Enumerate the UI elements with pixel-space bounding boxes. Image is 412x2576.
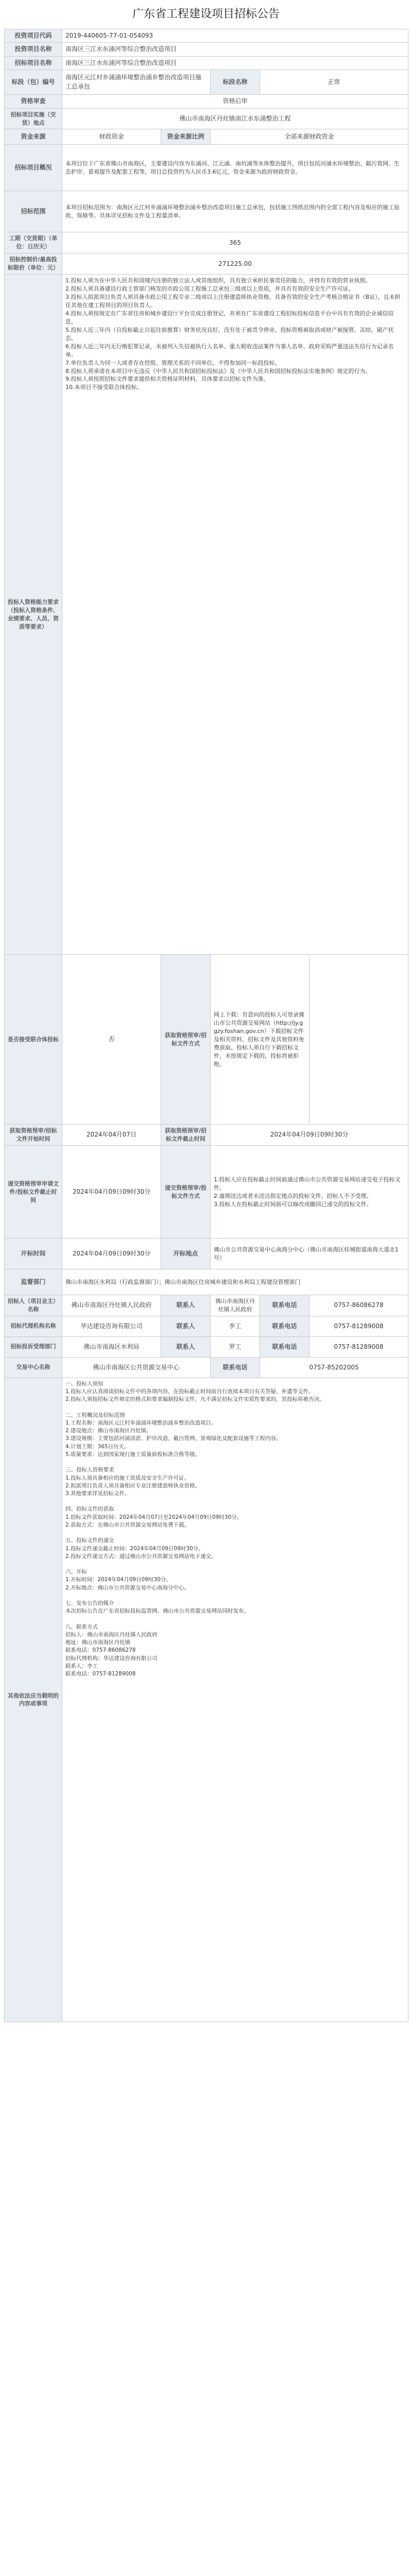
fund-ratio-label: 资金来源比例: [161, 129, 211, 145]
project-name-label: 投资项目名称: [5, 43, 62, 56]
fund-source-label: 资金来源: [5, 129, 62, 145]
bidder-qual-value: 1.投标人须为在中华人民共和国境内注册的独立法人或其他组织，具有独立承担民事责任的能力，并持有有效的营业执照。 2.投标人须具备建设行政主管部门核发的市政公用工程施工总承包三级或以上资质，并具有有效的安全生产许可证。 3.投标人拟派项目负责人须具备市政公用工程专业二级或以上注册建造师执业资格，具备有效的安全生产考核合格证书（B证），且未担任其他在建工程项目的项目负责人。 4.投标人须按规定在广东省住房和城乡建设厅平台完成注册登记，并须在广东省建设工程招标投标信息平台中具有有效的企业诚信信息。 5.投标人近三年内（自投标截止日起往前推算）财务状况良好，没有处于被责令停业、投标资格被取消或财产被接管、冻结、破产状态。 6.投标人近三年内无行贿犯罪记录，未被列入失信被执行人名单、重大税收违法案件当事人名单、政府采购严重违法失信行为记录名单。 7.单位负责人为同一人或者存在控股、管理关系的不同单位，不得参加同一标段投标。 8.投标人须承诺在本项目中无违反《中华人民共和国招标投标法》及《中华人民共和国招标投标法实施条例》规定的行为。 9.投标人须按照招标文件要求提供相关资格证明材料，具体要求以招标文件为准。 10.本项目不接受联合体投标。: [62, 275, 408, 955]
submit-method-value: 1.投标人应在投标截止时间前通过佛山市公共资源交易网站递交电子投标文件。 2.逾期送达或者未送达指定地点的投标文件，招标人不予受理。 3.投标人在投标截止时间前可以修改或撤回已递交的投标文件。: [211, 1146, 408, 1239]
open-time-label: 开标时间: [5, 1239, 62, 1269]
row-overview: [5, 145, 408, 191]
submit-method-label: 递交资格预审/投标文件方式: [161, 1146, 211, 1239]
row-location: [5, 108, 408, 129]
tender-label: 标段（包）编号: [5, 70, 62, 95]
row-max-price: [5, 253, 408, 275]
agent-label: 招标代理机构名称: [5, 1316, 62, 1336]
complaint-phone-value: 0757-81289008: [310, 1336, 408, 1357]
agent-contact-value: 李工: [211, 1316, 260, 1336]
overview-value: 本项目位于广东省佛山市南海区，主要建设内容为东涌河、江元涌、南坑涌等水体整治提升，项目包括河涌水环境整治、截污管网、生态护岸、景观提升及配套工程等，项目总投资约为人民币3.6亿元，资金来源为政府财政资金。: [62, 145, 408, 191]
center-phone-label: 联系电话: [211, 1357, 260, 1378]
bidder-qual-label: 投标人资格能力要求（投标人资格条件、业绩要求、人员、资质等要求）: [5, 275, 62, 955]
tenderee-contact-value: 佛山市南海区丹灶镇人民政府: [211, 1295, 260, 1316]
max-price-label: 招标控制价/最高投标限价（单位：元）: [5, 253, 62, 275]
complaint-label: 招标投诉受理部门: [5, 1336, 62, 1357]
center-phone-value: 0757-85202005: [260, 1357, 408, 1378]
row-consortium: [5, 955, 408, 1125]
row-center: [5, 1357, 408, 1378]
row-tenderee: [5, 1295, 408, 1316]
qualification-label: 资格审查: [5, 95, 62, 108]
fund-ratio-value: 全部来源财政资金: [211, 129, 408, 145]
open-time-value: 2024年04月09日09时30分: [62, 1239, 161, 1269]
location-label: 招标项目实施（交货）地点: [5, 108, 62, 129]
complaint-phone-label: 联系电话: [260, 1336, 310, 1357]
agent-value: 华达建设咨询有限公司: [62, 1316, 161, 1336]
tenderee-phone-label: 联系电话: [260, 1295, 310, 1316]
tender-table: [4, 29, 408, 2022]
tenderee-phone-value: 0757-86086278: [310, 1295, 408, 1316]
tender-status-label: 标段名称: [211, 70, 260, 95]
row-fund: [5, 129, 408, 145]
project-code-value: 2019-440605-77-01-054093: [62, 29, 408, 43]
row-duration: [5, 232, 408, 253]
tender-name-value: 南海区元江村乡涌涌环境整治涌乡整治改造项目施工总承包: [62, 70, 211, 95]
other-label: 其他依法应当载明的内容或事项: [5, 1378, 62, 2022]
row-open: [5, 1239, 408, 1269]
tenderee-contact-label: 联系人: [161, 1295, 211, 1316]
submit-deadline-value: 2024年04月09日09时30分: [62, 1146, 161, 1239]
obtain-time-label: 获取资格预审/招标文件开始时间: [5, 1125, 62, 1146]
duration-label: 工期（交货期）（单位：日历天）: [5, 232, 62, 253]
row-supervision: [5, 1269, 408, 1295]
obtain-method-link[interactable]: [310, 955, 408, 1125]
project-code-label: 投资项目代码: [5, 29, 62, 43]
row-complaint: [5, 1336, 408, 1357]
row-qualification: [5, 95, 408, 108]
row-obtain-time: [5, 1125, 408, 1146]
agent-phone-label: 联系电话: [260, 1316, 310, 1336]
complaint-value: 佛山市南海区水利局: [62, 1336, 161, 1357]
obtain-method-value: 网上下载：有意向的投标人可登录佛山市公共资源交易网站（http://jy.ggzy.foshan.gov.cn）下载招标文件及相关资料，招标文件及其他资料免费获取。投标人须自行下载招标文件，未按规定下载的，投标将被拒绝。: [211, 955, 310, 1125]
agent-contact-label: 联系人: [161, 1316, 211, 1336]
bid-project-name-value: 南海区三江水东涌河等综合整治改造项目: [62, 56, 408, 70]
scope-value: 本项目招标范围为：南海区元江村乡涌涌环境整治涌乡整治改造项目施工总承包，包括施工图纸范围内的全部工程内容及相应的施工验收、保修等。具体详见招标文件及工程量清单。: [62, 191, 408, 232]
duration-value: 365: [62, 232, 408, 253]
tender-status-value: 正常: [260, 70, 408, 95]
row-project-name: [5, 43, 408, 56]
open-location-label: 开标地点: [161, 1239, 211, 1269]
project-name-value: 南海区三江水东涌河等综合整治改造项目: [62, 43, 408, 56]
row-bidder-qual: [5, 275, 408, 955]
obtain-method-note: 获取资格预审/招标文件方式: [161, 955, 211, 1125]
location-value: 佛山市南海区丹灶镇南江水东涌整治工程: [62, 108, 408, 129]
row-tender: [5, 70, 408, 95]
center-label: 交易中心名称: [5, 1357, 62, 1378]
page-title: 广东省工程建设项目招标公告: [132, 8, 280, 21]
submit-deadline-label: 递交资格预审申请文件/投标文件截止时间: [5, 1146, 62, 1239]
complaint-contact-label: 联系人: [161, 1336, 211, 1357]
obtain-deadline-value: 2024年04月09日09时30分: [211, 1125, 408, 1146]
agent-phone-value: 0757-81289008: [310, 1316, 408, 1336]
bid-project-name-label: 招标项目名称: [5, 56, 62, 70]
center-value: 佛山市南海区公共资源交易中心: [62, 1357, 211, 1378]
max-price-value: 271225.00: [62, 253, 408, 275]
row-project-code: [5, 29, 408, 43]
other-value: 一、投标人须知 1.投标人应认真阅读招标文件中的各项内容，在投标截止时间前自行查阅本项目有关答疑、补遗等文件。 2.投标人须按招标文件规定的格式和要求编制投标文件，凡不满足招标文件实质性要求的，其投标将被否决。 二、工程概况及招标范围 1.工程名称：南海区元江村乡涌涌环境整治涌乡整治改造项目。 2.建设地点：佛山市南海区丹灶镇。 3.建设规模：主要包括河涌清淤、护岸改造、截污管网、景观绿化及配套设施等工程内容。 4.计划工期：365日历天。 5.质量要求：达到国家现行施工质量验收标准合格等级。 三、投标人资格要求 1.投标人须具备相应的施工资质及安全生产许可证。 2.拟派项目负责人须具备相应专业注册建造师执业资格。 3.其他要求详见招标文件。 四、招标文件的获取 1.招标文件获取时间：2024年04月07日至2024年04月09日09时30分。 2.获取方式：在佛山市公共资源交易网站免费下载。 五、投标文件的递交 1.投标文件递交截止时间：2024年04月09日09时30分。 2.投标文件递交方式：通过佛山市公共资源交易网站电子递交。 六、开标 1.开标时间：2024年04月09日09时30分。 2.开标地点：佛山市公共资源交易中心南海分中心。 七、发布公告的媒介 本次招标公告在广东省招标投标监管网、佛山市公共资源交易网站同时发布。 八、联系方式 招标人：佛山市南海区丹灶镇人民政府 地址：佛山市南海区丹灶镇 联系电话：0757-86086278 招标代理机构：华达建设咨询有限公司 联系人：李工 联系电话：0757-81289008: [62, 1378, 408, 2022]
complaint-contact-value: 罗工: [211, 1336, 260, 1357]
supervision-value: 佛山市南海区水利局（行政监督部门）；佛山市南海区住房城乡建设和水利局工程建设管理部门: [62, 1269, 408, 1295]
row-scope: [5, 191, 408, 232]
row-bid-project-name: [5, 56, 408, 70]
supervision-label: 监督部门: [5, 1269, 62, 1295]
consortium-value: 否: [62, 955, 161, 1125]
open-location-value: 佛山市公共资源交易中心南海分中心（佛山市南海区桂城街道南海大道北1号）: [211, 1239, 408, 1269]
row-submit: [5, 1146, 408, 1239]
tenderee-value: 佛山市南海区丹灶镇人民政府: [62, 1295, 161, 1316]
overview-label: 招标项目概况: [5, 145, 62, 191]
consortium-label: 是否接受联合体投标: [5, 955, 62, 1125]
qualification-value: 资格后审: [62, 95, 408, 108]
fund-source-value: 财政资金: [62, 129, 161, 145]
obtain-time-value: 2024年04月07日: [62, 1125, 161, 1146]
tenderee-label: 招标人（项目业主）名称: [5, 1295, 62, 1316]
obtain-deadline-label: 获取资格预审/招标文件截止时间: [161, 1125, 211, 1146]
row-agent: [5, 1316, 408, 1336]
row-other: [5, 1378, 408, 2022]
scope-label: 招标范围: [5, 191, 62, 232]
